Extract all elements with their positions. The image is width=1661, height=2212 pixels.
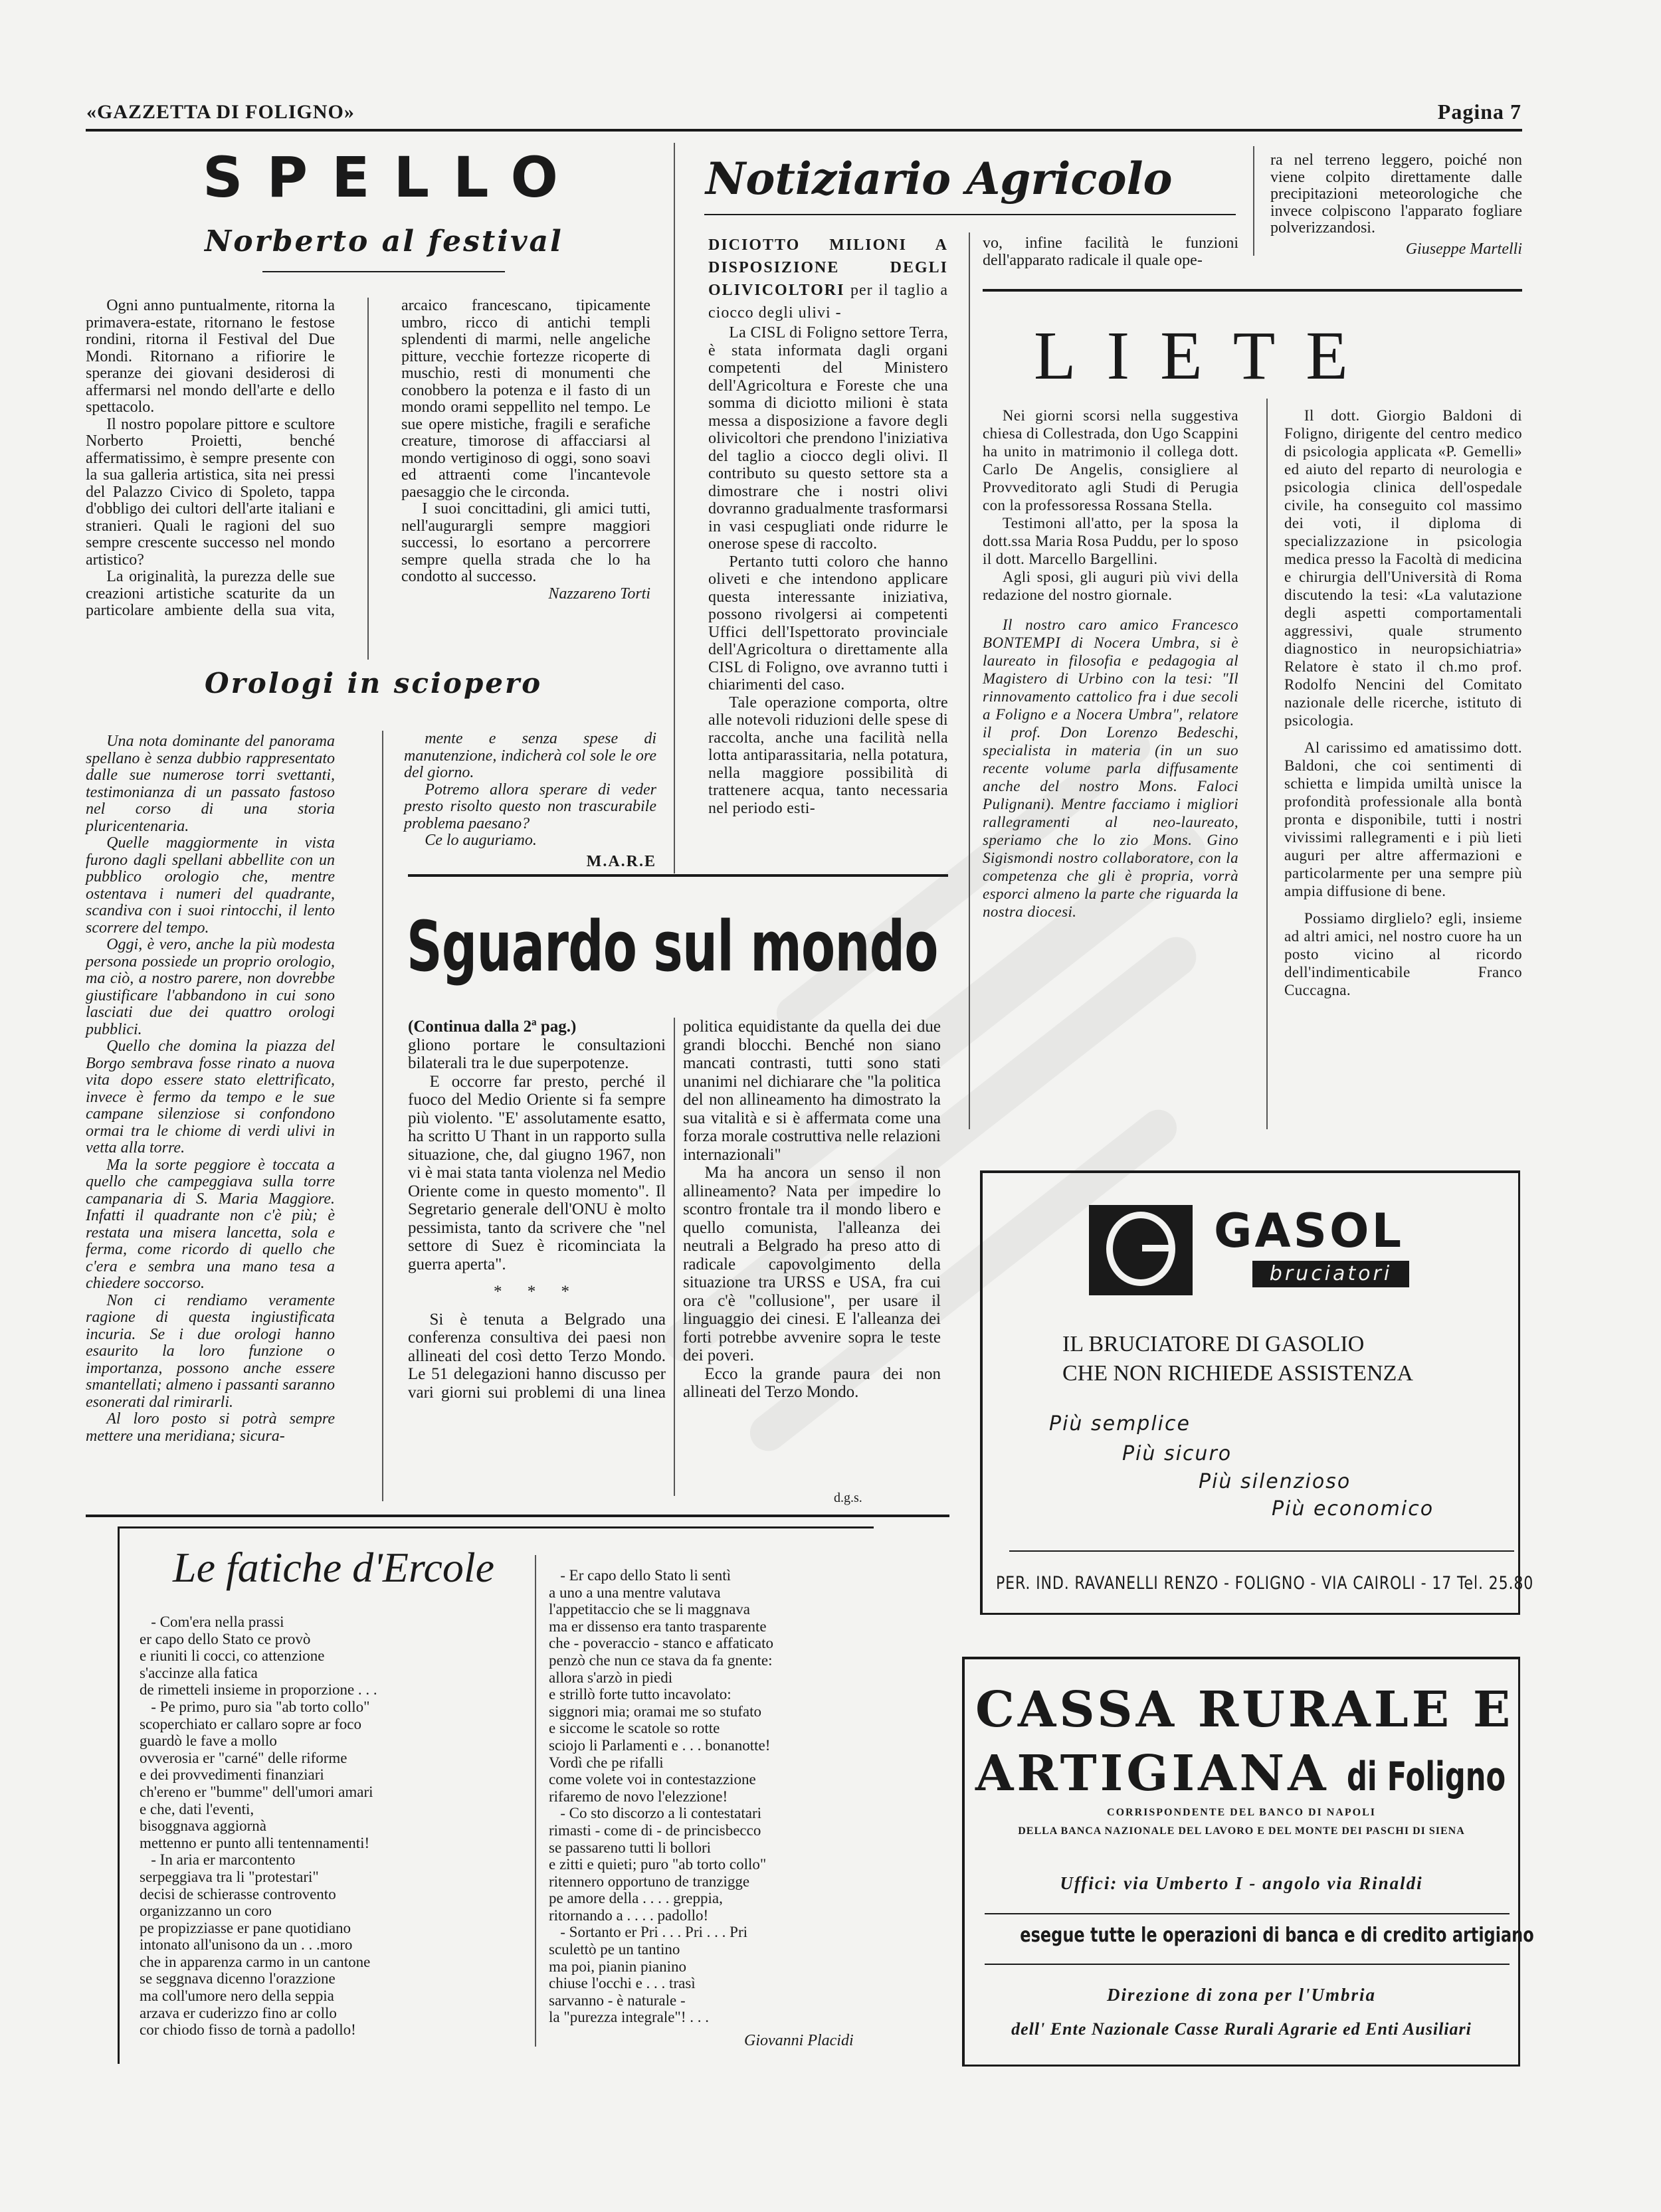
- paragraph: mente e senza spese di manutenzione, indicherà col sole le ore del giorno.: [404, 730, 656, 781]
- feature: Più economico: [1272, 1497, 1434, 1521]
- ente-line: dell' Ente Nazionale Casse Rurali Agrarie ed Enti Ausiliari: [1011, 2019, 1472, 2039]
- sguardo-title: Sguardo sul mondo: [407, 906, 938, 987]
- orologi-col1: [86, 733, 335, 1445]
- orologi-col2: [404, 731, 656, 870]
- poem-line: Vordì che pe rifalli: [549, 1754, 664, 1771]
- poem-line: allora s'arzò in piedi: [549, 1669, 673, 1686]
- poem-line: mettenno er punto alli tentennamenti!: [140, 1834, 370, 1851]
- section-rule: [983, 289, 1522, 292]
- cassa-line1: CASSA RURALE E: [975, 1681, 1514, 1738]
- poem-line: ma er dissenso era tanto trasparente: [549, 1617, 767, 1635]
- paragraph: Il nostro caro amico Francesco BONTEMPI di Nocera Umbra, si è laureato in filosofia e pedagogia al Magistero di Urbino con la tesi: "Il rinnovamento cattolico fra i due secoli a Foligno e a Nocera Umbra", relatore il prof. Don Lorenzo Bedeschi, specialista in materia (in un suo recente volume parla diffusamente anche del nostro Mons. Faloci Pulignani). Mentre facciamo i migliori rallegramenti al neo-laureato, speriamo che lo zio Mons. Gino Sigismondi nostro collaboratore, con la competenza che gli è propria, vorrà esporci almeno la parte che riguarda la nostra diocesi.: [983, 616, 1238, 920]
- poem-line: de rimetteli insieme in proporzione . . .: [140, 1681, 377, 1699]
- poem-line: e dei provvedimenti finanziari: [140, 1766, 324, 1784]
- poem-line: - Co sto discorzo a li contestatari: [549, 1805, 762, 1822]
- continued-note: (Continua dalla 2ª pag.): [408, 1018, 577, 1036]
- paragraph: La originalità, la purezza delle sue creazioni artistiche scaturite da un particolare ambiente della sua vita, arcaico francescano, tipicamente umbro, ricco di antichi templi splendenti di marmi, nelle angeliche pitture, vecchie fortezze ricoperte di muschio, resti di monumenti che conobbero la potenza e il fasto di un mondo orami seppellito nel tempo. Le sue opere mistiche, fragili e serafiche creature, timorose di affacciarsi al mondo vertiginoso di oggi, sono soavi ed attraenti come l'incantevole paesaggio che le circonda.: [86, 297, 650, 619]
- poem-line: penzò che nun ce stava da fa gnente:: [549, 1651, 773, 1669]
- column-divider: [969, 232, 970, 1129]
- poem-line: se passareno tutti li bollori: [549, 1839, 712, 1856]
- spello-subtitle: Norberto al festival: [205, 225, 563, 258]
- paragraph: Quello che domina la piazza del Borgo sembrava fosse rinato a nuova vita dopo essere stato elettrificato, invece è fermo da tempo e le sue campane silenziose si confondono ormai tra le chiome di verdi ulivi in vetta alla torre.: [86, 1038, 335, 1156]
- poem-line: l'appetitaccio che se li maggnava: [549, 1601, 751, 1618]
- byline: Giovanni Placidi: [744, 2032, 854, 2049]
- cassa-artigiana: ARTIGIANA: [975, 1745, 1329, 1802]
- paragraph: gliono portare le consultazioni bilaterali tra le due superpotenze.: [408, 1036, 666, 1072]
- paragraph: Al carissimo ed amatissimo dott. Baldoni, che coi sentimenti di schietta e limpida umiltà unisce la profondità professionale alla bontà pronta e disponibile, tutti i nostri vivissimi rallegramenti e i più lieti auguri per altre affermazioni e particolarmente per una sempre più ampia diffusione di bene.: [1284, 739, 1522, 899]
- poem-line: come volete voi in contestazzione: [549, 1771, 756, 1788]
- paragraph: Pertanto tutti coloro che hanno oliveti e che intendono applicare questa interessante iniziativa, possono rivolgersi ai competenti Uffici dell'Ispettorato provinciale dell'Agricoltura o direttamente alla CISL di Foligno, ove avranno tutti i chiarimenti del caso.: [708, 553, 948, 693]
- poem-line: decisi de schierasse controvento: [140, 1885, 336, 1902]
- ad-rule: [985, 1913, 1510, 1914]
- byline: M.A.R.E: [586, 852, 656, 870]
- poem-line: organizzanno un coro: [140, 1902, 272, 1920]
- subtitle-rule: [262, 271, 505, 272]
- poem-line: arzava er cuderizzo fino ar collo: [140, 2004, 337, 2021]
- paragraph: Ecco la grande paura dei non allineati del Terzo Mondo.: [683, 1364, 941, 1401]
- poem-line: ch'ereno er "bumme" dell'umori amari: [140, 1783, 373, 1800]
- paragraph: I suoi concittadini, gli amici tutti, nell'augurargli sempre maggiori successi, lo esortano a percorrere sempre quella strada che lo ha condotto al successo.: [401, 500, 650, 585]
- poem-line: a uno a una mentre valutava: [549, 1584, 721, 1601]
- poem-line: che in apparenza carmo in un cantone: [140, 1953, 371, 1970]
- poem-line: rimasti - come di - de princisbecco: [549, 1821, 761, 1839]
- liete-title: LIETE: [1034, 318, 1379, 394]
- spello-title: SPELLO: [203, 145, 582, 210]
- gasol-tagline: bruciatori: [1252, 1261, 1409, 1287]
- poem-line: intonato all'unisono da un . . .moro: [140, 1936, 353, 1954]
- lead-caps: DICIOTTO MILIONI A DISPOSIZIONE DEGLI OLIVICOLTORI: [708, 236, 948, 299]
- poem-line: e siccome le scatole so rotte: [549, 1720, 720, 1737]
- fatiche-box: [118, 1526, 874, 2064]
- sguardo-article: [408, 1018, 941, 1496]
- byline: Giuseppe Martelli: [1405, 240, 1522, 258]
- notiziario-col3: [1270, 152, 1522, 258]
- poem-line: la "purezza integrale"! . . .: [549, 2009, 709, 2026]
- paragraph: Ogni anno puntualmente, ritorna la primavera-estate, ritornano le festose rondini, ritorna il Festival del Due Mondi. Ritornano a rifiorire le speranze dei giovani desiderosi di affermarsi nel mondo dell'arte e dello spettacolo.: [86, 297, 335, 416]
- column-divider: [1266, 399, 1268, 1129]
- poem-line: - Com'era nella prassi: [140, 1613, 284, 1630]
- gasol-headline: [1062, 1330, 1413, 1388]
- poem-line: se seggnava dicenno l'orazzione: [140, 1970, 336, 1987]
- poem-line: serpeggiava tra li "protestari": [140, 1868, 319, 1885]
- poem-line: scoperchiato er callaro sopre ar foco: [140, 1715, 361, 1732]
- poem-line: e strillò forte tutto incavolato:: [549, 1686, 732, 1703]
- poem-line: guardò le fave a mollo: [140, 1732, 277, 1750]
- poem-line: - In aria er marcontento: [140, 1851, 296, 1869]
- ad-rule: [1009, 1550, 1514, 1552]
- cassa-line2: [975, 1747, 1567, 1803]
- feature: Più semplice: [1049, 1412, 1191, 1435]
- poem-line: chiuse l'occhi e . . . trasì: [549, 1975, 696, 1992]
- liete-col2: [1284, 407, 1522, 999]
- poem-line: sculettò pe un tantino: [549, 1941, 680, 1958]
- poem-line: e che, dati l'eventi,: [140, 1800, 254, 1817]
- column-divider: [674, 143, 675, 874]
- headline-line: IL BRUCIATORE DI GASOLIO: [1062, 1332, 1365, 1356]
- poem-line: - Er capo dello Stato li sentì: [549, 1567, 732, 1584]
- poem-line: ritornando a . . . . padollo!: [549, 1906, 709, 1924]
- ad-rule: [985, 1964, 1510, 1965]
- section-rule: [408, 874, 948, 877]
- paragraph: Una nota dominante del panorama spellano è senza dubbio rappresentato dalle sue numerose torri svettanti, testimonianza di un passato fastoso nel corso di una storia pluricentenaria.: [86, 733, 335, 835]
- services-line: esegue tutte le operazioni di banca e di credito artigiano: [1020, 1924, 1534, 1947]
- title-rule: [704, 214, 1236, 215]
- poem-line: er capo dello Stato ce provò: [140, 1630, 311, 1647]
- paragraph: Nei giorni scorsi nella suggestiva chiesa di Collestrada, don Ugo Scappini ha unito in matrimonio il collega dott. Carlo De Angelis, consigliere al Provveditorato agli Studi di Perugia con la professoressa Rossana Stella.: [983, 407, 1238, 513]
- gasol-brand: GASOL: [1214, 1204, 1405, 1258]
- offices-address: Uffici: via Umberto I - angolo via Rinaldi: [1060, 1873, 1423, 1893]
- orologi-title: Orologi in sciopero: [205, 667, 543, 699]
- poem-line: - Sortanto er Pri . . . Pri . . . Pri: [549, 1924, 747, 1941]
- paragraph: Tale operazione comporta, oltre alle notevoli riduzioni delle spese di raccolta, anche una facilità nella lotta antiparassitaria, nella potatura, nella maggiore possibilità di trattenere acqua, tanto necessaria nel periodo esti-: [708, 693, 948, 817]
- paragraph: Agli sposi, gli auguri più vivi della redazione del nostro giornale.: [983, 569, 1238, 603]
- poem-line: s'accinze alla fatica: [140, 1664, 258, 1681]
- feature: Più sicuro: [1122, 1442, 1232, 1465]
- section-rule: [86, 1515, 949, 1517]
- spello-article: [86, 298, 650, 660]
- fatiche-title: Le fatiche d'Ercole: [173, 1544, 495, 1591]
- column-divider: [535, 1555, 536, 2047]
- notiziario-col1: [708, 234, 948, 817]
- poem-line: cor chiodo fisso de tornà a padollo!: [140, 2021, 356, 2039]
- poem-line: pe amore della . . . . greppia,: [549, 1890, 723, 1907]
- poem-line: siggnori mia; oramai me so stufato: [549, 1703, 762, 1720]
- poem-line: che - poveraccio - stanco e affaticato: [549, 1635, 773, 1652]
- paragraph: Possiamo dirglielo? egli, insieme ad altri amici, nel nostro cuore ha un posto vicino al ricordo dell'indimenticabile Franco Cuccagna.: [1284, 910, 1522, 998]
- poem-line: ma coll'umore nero della seppia: [140, 1987, 334, 2005]
- headline-line: CHE NON RICHIEDE ASSISTENZA: [1062, 1361, 1413, 1386]
- byline: Nazzareno Torti: [548, 585, 650, 602]
- poem-line: ma poi, pianin pianino: [549, 1958, 686, 1975]
- header-rule: [86, 129, 1522, 132]
- page-number: Pagina 7: [1437, 100, 1521, 124]
- poem-line: - Pe primo, puro sia "ab torto collo": [140, 1698, 370, 1715]
- masthead: «GAZZETTA DI FOLIGNO»: [86, 101, 355, 123]
- paragraph: Ce lo auguriamo.: [425, 832, 537, 849]
- poem-col1: [140, 1613, 377, 2039]
- cassa-city: di Foligno: [1346, 1754, 1506, 1800]
- paragraph: Non ci rendiamo veramente ragione di questa ingiustificata incuria. Se i due orologi hanno esaurito la loro funzione o importanza, possono anche essere smantellati; almeno i passanti saranno esonerati dal rimirarli.: [86, 1291, 335, 1411]
- poem-line: pe propizziasse er pane quotidiano: [140, 1919, 351, 1936]
- paragraph: E occorre far presto, perché il fuoco del Medio Oriente si fa sempre più violento. "E' assolutamente esatto, ha scritto U Thant in un rapporto sulla situazione, che, dal giugno 1967, non vi è mai stata tanta violenza nel Medio Oriente come in questo momento". Il Segretario generale dell'ONU è molto pessimista, tanto da scrivere che "nel settore di Suez è ricominciata la guerra aperta".: [408, 1072, 666, 1273]
- poem-line: ovverosia er "carné" delle riforme: [140, 1749, 347, 1766]
- paragraph: Ma ha ancora un senso il non allineamento? Nata per impedire lo scontro frontale tra il mondo libero e quello comunista, l'alleanza dei neutrali a Belgrado ha preso atto di radicale capovolgimento della situazione tra URSS e USA, fra cui ora c'è "collusione", per usare il linguaggio dei cinesi. E l'alleanza dei forti potrebbe avvenire sopra le teste dei poveri.: [683, 1164, 941, 1364]
- direction-line: Direzione di zona per l'Umbria: [1106, 1985, 1377, 2005]
- poem-col2: [549, 1567, 773, 2026]
- poem-line: sarvanno - è naturale -: [549, 1991, 686, 2009]
- gasol-logo: [1089, 1205, 1193, 1295]
- byline: d.g.s.: [834, 1491, 862, 1505]
- paragraph: vo, infine facilità le funzioni dell'apparato radicale il quale ope-: [983, 234, 1238, 269]
- poem-line: rifaremo de novo l'elezzione!: [549, 1788, 728, 1805]
- lead-rest: per il taglio a ciocco degli ulivi -: [708, 282, 948, 322]
- paragraph: ra nel terreno leggero, poiché non viene colpito direttamente dalle precipitazioni meteorologiche che invece colpiscono l'apparato fogliare polverizzandosi.: [1270, 151, 1522, 236]
- paragraph: Ma la sorte peggiore è toccata a quello che campeggiava sulla torre campanaria di S. Maria Maggiore. Infatti il quadrante non c'è più; è restata una misera lancetta, sola e ferma, come ricordo di quello che c'era e sembra una mano tesa a chiedere soccorso.: [86, 1156, 335, 1292]
- paragraph: Potremo allora sperare di veder presto risolto questo non trascurabile problema paesano?: [404, 781, 656, 832]
- cassa-rurale-ad: [962, 1657, 1534, 2067]
- column-divider: [1253, 146, 1254, 256]
- correspondent-line: CORRISPONDENTE DEL BANCO DI NAPOLI: [1107, 1807, 1376, 1818]
- paragraph: Quelle maggiormente in vista furono dagli spellani abbellite con un pubblico orologio che, mentre ostentava i numeri del quadrante, scandiva con i suoi rintocchi, il lento scorrere del tempo.: [86, 834, 335, 937]
- paragraph: La CISL di Foligno settore Terra, è stata informata dagli organi competenti del Ministero dell'Agricoltura e Foreste che una somma di diciotto milioni è stata messa a disposizione a favore degli olivicoltori che prendono l'iniziativa del taglio a ciocco degli olivi. Il contributo su questo settore sta a dimostrare che i nostri olivi dovranno gradualmente trasformarsi in vasi cespugliati onde ridurre le onerose spese di raccolto.: [708, 324, 948, 553]
- paragraph: Il dott. Giorgio Baldoni di Foligno, dirigente del centro medico di psicologia applicata «P. Gemelli» ed aiuto del reparto di neurologia e psicologia clinica dell'ospedale civile, ha conseguito col massimo dei voti, il diploma di specializzazione in psicologia medica presso la Facoltà di medicina e chirurgia dell'Università di Roma discutendo la tesi: «La valutazione degli aspetti comportamentali aggressivi, quale strumento diagnostico in neuropsichiatria» Relatore è stato il ch.mo prof. Rodolfo Nencini del Comitato nazionale delle ricerche, istituto di psicologia.: [1284, 407, 1522, 729]
- poem-line: e zitti e quieti; puro "ab torto collo": [549, 1856, 767, 1873]
- paragraph: Si è tenuta a Belgrado una conferenza consultiva dei paesi non allineati del così detto Terzo Mondo. Le 51 delegazioni hanno discusso per vari giorni sui problemi di una linea politica equidistante da quella dei due grandi blocchi. Benché non siano mancati contrasti, tutti sono stati unanimi nel dichiarare che "la politica del non allineamento ha dimostrato la sua vitalità e si è affermata come una forza morale costruttiva nelle relazioni internazionali": [408, 1018, 941, 1402]
- separator: * * *: [494, 1283, 580, 1301]
- gasol-ad: [980, 1170, 1534, 1615]
- poem-line: bisoggnava aggiornà: [140, 1817, 266, 1835]
- poem-line: ritennero opportuno de tranzigge: [549, 1873, 750, 1890]
- paragraph: Il nostro popolare pittore e scultore Norberto Proietti, benché affermatissimo, è sempre presente con la sua galleria artistica, sita nei pressi del Palazzo Civico di Spoleto, tappa d'obbligo dei cultori dell'arte italiani e stranieri. Quali le ragioni del suo sempre crescente successo nel mondo artistico?: [86, 415, 335, 569]
- notiziario-title: Notiziario Agricolo: [706, 153, 1173, 205]
- poem-line: e riuniti li cocci, co attenzione: [140, 1647, 325, 1665]
- poem-line: sciojo li Parlamenti e . . . bonanotte!: [549, 1736, 771, 1754]
- feature: Più silenzioso: [1199, 1470, 1351, 1493]
- correspondent-line: DELLA BANCA NAZIONALE DEL LAVORO E DEL MONTE DEI PASCHI DI SIENA: [1018, 1825, 1465, 1837]
- notiziario-col2: [983, 235, 1238, 269]
- gasol-footer: PER. IND. RAVANELLI RENZO - FOLIGNO - VIA CAIROLI - 17 Tel. 25.80: [996, 1573, 1534, 1594]
- paragraph: Oggi, è vero, anche la più modesta persona possiede un proprio orologio, ma ciò, a nostro parere, non dovrebbe giustificare l'abbandono in cui sono lasciati due dei quattro orologi pubblici.: [86, 936, 335, 1038]
- column-divider: [382, 731, 383, 1501]
- paragraph: Testimoni all'atto, per la sposa la dott.ssa Maria Rosa Puddu, per lo sposo il dott. Marcello Bargellini.: [983, 515, 1238, 567]
- liete-col1: [983, 407, 1238, 921]
- paragraph: Al loro posto si potrà sempre mettere una meridiana; sicura-: [86, 1410, 335, 1445]
